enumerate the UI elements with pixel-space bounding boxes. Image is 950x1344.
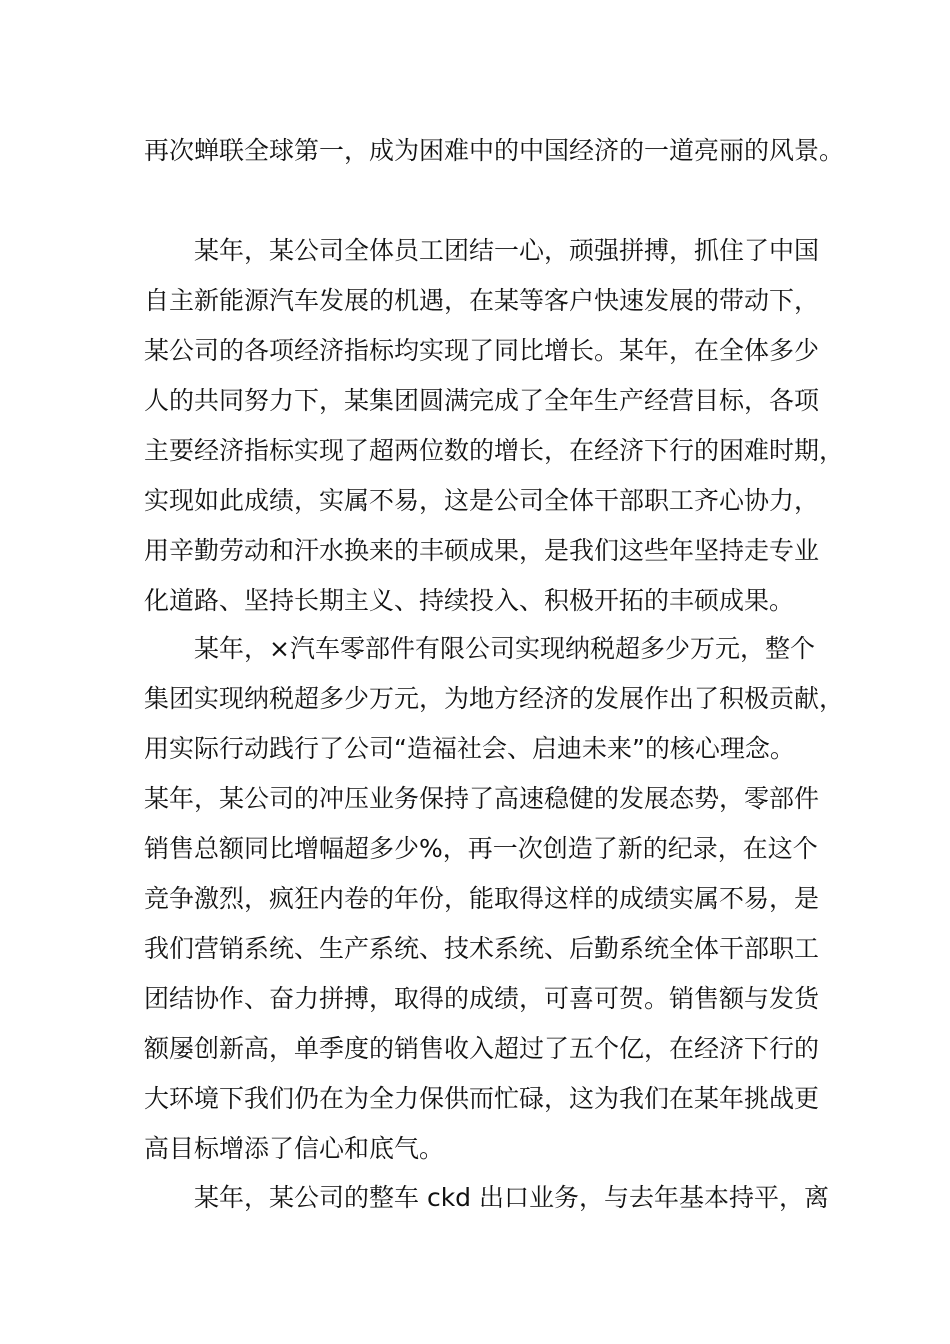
text-line: 某年，×汽车零部件有限公司实现纳税超多少万元，整个 <box>144 634 815 663</box>
text-line: 主要经济指标实现了超两位数的增长，在经济下行的困难时期， <box>144 436 845 465</box>
text-line: 团结协作、奋力拼搏，取得的成绩，可喜可贺。销售额与发货 <box>144 984 820 1013</box>
text-line: 销售总额同比增幅超多少%，再一次创造了新的纪录，在这个 <box>144 834 818 863</box>
text-line: 我们营销系统、生产系统、技术系统、后勤系统全体干部职工 <box>144 934 820 963</box>
text-line: 用辛勤劳动和汗水换来的丰硕成果，是我们这些年坚持走专业 <box>144 536 820 565</box>
text-line: 竞争激烈，疯狂内卷的年份，能取得这样的成绩实属不易，是 <box>144 884 820 913</box>
text-line: 高目标增添了信心和底气。 <box>144 1134 445 1163</box>
text-line: 化道路、坚持长期主义、持续投入、积极开拓的丰硕成果。 <box>144 586 795 615</box>
text-line: 集团实现纳税超多少万元，为地方经济的发展作出了积极贡献， <box>144 684 845 713</box>
text-line: 某年，某公司的整车 ckd 出口业务，与去年基本持平，离 <box>144 1183 829 1212</box>
text-line: 人的共同努力下，某集团圆满完成了全年生产经营目标，各项 <box>144 386 820 415</box>
text-line: 实现如此成绩，实属不易，这是公司全体干部职工齐心协力， <box>144 486 820 515</box>
text-line: 某年，某公司的冲压业务保持了高速稳健的发展态势，零部件 <box>144 784 820 813</box>
text-line: 额屡创新高，单季度的销售收入超过了五个亿，在经济下行的 <box>144 1034 820 1063</box>
text-line: 某年，某公司全体员工团结一心，顽强拼搏，抓住了中国 <box>144 236 820 265</box>
text-line: 用实际行动践行了公司“造福社会、启迪未来”的核心理念。 <box>144 734 795 763</box>
text-line: 自主新能源汽车发展的机遇，在某等客户快速发展的带动下， <box>144 286 820 315</box>
text-line: 某公司的各项经济指标均实现了同比增长。某年，在全体多少 <box>144 336 820 365</box>
text-line: 再次蝉联全球第一，成为困难中的中国经济的一道亮丽的风景。 <box>144 136 845 165</box>
text-line: 大环境下我们仍在为全力保供而忙碌，这为我们在某年挑战更 <box>144 1084 820 1113</box>
